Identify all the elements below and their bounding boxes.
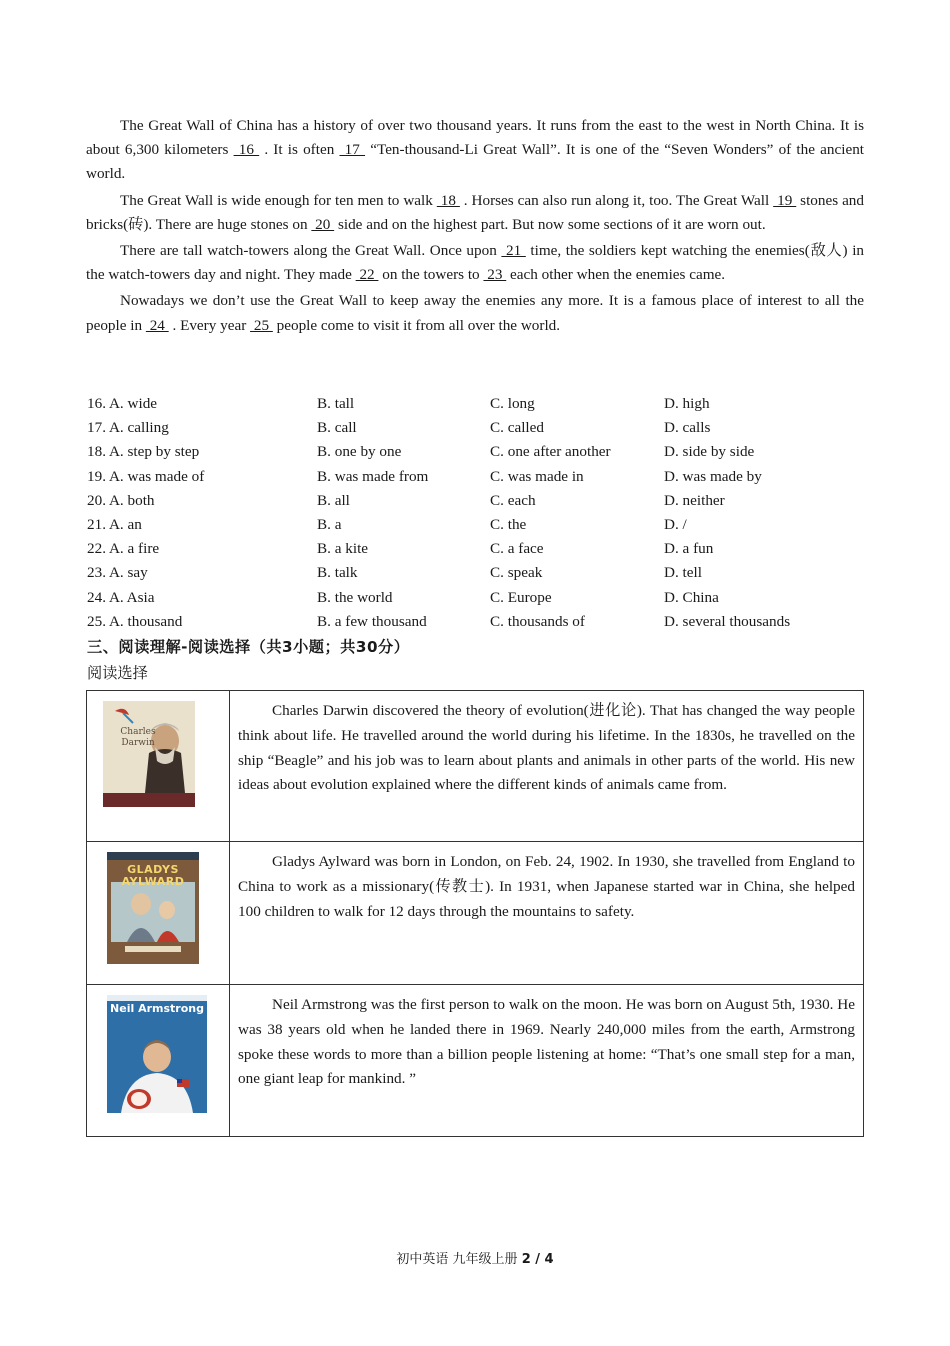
text-run: each other when the enemies came. xyxy=(506,266,726,284)
blank-18: 18 xyxy=(436,191,460,209)
reading-row-darwin xyxy=(87,691,864,842)
option-c: C. a face xyxy=(490,540,544,558)
text-run: The Great Wall of China has a history of over two thousand years. It runs from the east to the west in North China. It is about 6,300 kilometers xyxy=(86,117,864,159)
option-b: B. a xyxy=(317,515,342,533)
option-b: B. talk xyxy=(317,564,358,582)
option-c: C. called xyxy=(490,419,544,437)
passage-paragraph-1 xyxy=(86,114,864,187)
option-d: D. a fun xyxy=(664,540,714,558)
section-title: 三、阅读理解-阅读选择（共3小题；共30分） xyxy=(87,638,410,656)
darwin-cover-title: Charles Darwin xyxy=(120,727,156,748)
option-a: 25. A. thousand xyxy=(87,612,183,630)
page-footer xyxy=(0,1248,950,1267)
blank-19: 19 xyxy=(773,191,797,209)
aylward-book-cover xyxy=(107,852,199,964)
passage-paragraph-3 xyxy=(86,239,864,287)
option-d: D. several thousands xyxy=(664,612,791,630)
option-a: 22. A. a fire xyxy=(87,540,160,558)
option-row-17 xyxy=(87,416,867,440)
text-run: . Horses can also run along it, too. The Great Wall xyxy=(459,191,774,209)
option-c: C. one after another xyxy=(490,443,611,461)
text-run: The Great Wall is wide enough for ten men to walk xyxy=(120,191,437,209)
aylward-cover-title: GLADYS AYLWARD xyxy=(121,863,185,888)
text-run: There are tall watch-towers along the Great Wall. Once upon xyxy=(120,242,502,260)
blank-23: 23 xyxy=(483,266,507,284)
option-a: 18. A. step by step xyxy=(87,443,200,461)
option-a: 24. A. Asia xyxy=(87,588,155,606)
blank-21: 21 xyxy=(501,242,526,260)
blank-22: 22 xyxy=(355,266,379,284)
option-b: B. was made from xyxy=(317,467,429,485)
text-run: Nowadays we don’t use the Great Wall to keep away the enemies any more. It is a famous place of interest to all the people in xyxy=(86,292,864,334)
reading-row-aylward xyxy=(87,842,864,985)
option-d: D. tell xyxy=(664,564,702,582)
option-b: B. call xyxy=(317,419,357,437)
answer-options xyxy=(87,392,867,634)
option-a: 23. A. say xyxy=(87,564,148,582)
option-c: C. the xyxy=(490,515,527,533)
option-row-19 xyxy=(87,465,867,489)
option-c: C. long xyxy=(490,395,535,412)
reading-text-armstrong: Neil Armstrong was the first person to walk on the moon. He was born on August 5th, 1930. He was 38 years old when he landed there in 1969. Nearly 240,000 miles from the earth, Armstrong spoke these words to more than a billion people listening at home: “That’s one small step for a man, one giant leap for mankind. ” xyxy=(230,985,864,1137)
option-row-25 xyxy=(87,610,867,634)
option-c: C. thousands of xyxy=(490,612,585,630)
text-run: on the towers to xyxy=(378,266,484,284)
blank-17: 17 xyxy=(339,141,366,159)
option-b: B. the world xyxy=(317,588,393,606)
image-cell xyxy=(87,985,230,1137)
option-row-23 xyxy=(87,561,867,585)
option-row-18 xyxy=(87,440,867,464)
reading-table xyxy=(86,690,864,1137)
option-d: D. high xyxy=(664,395,710,412)
option-row-20 xyxy=(87,489,867,513)
option-row-16 xyxy=(87,392,867,416)
option-d: D. China xyxy=(664,588,719,606)
image-cell xyxy=(87,842,230,985)
option-b: B. one by one xyxy=(317,443,402,461)
blank-20: 20 xyxy=(311,215,335,233)
page-number: 2 / 4 xyxy=(521,1252,554,1267)
footer-label: 初中英语 九年级上册 xyxy=(396,1252,522,1267)
text-run: “Ten-thousand-Li Great Wall”. It is one of the “Seven Wonders” of the ancient world. xyxy=(86,141,865,183)
option-a: 16. A. wide xyxy=(87,395,158,412)
option-b: B. all xyxy=(317,491,350,509)
text-run: people come to visit it from all over the world. xyxy=(272,316,561,334)
option-row-24 xyxy=(87,586,867,610)
option-a: 21. A. an xyxy=(87,515,142,533)
cloze-passage xyxy=(86,114,864,340)
passage-paragraph-2 xyxy=(86,189,864,237)
blank-25: 25 xyxy=(250,316,273,334)
darwin-cover-image xyxy=(103,701,195,807)
option-row-22 xyxy=(87,537,867,561)
section-subtitle: 阅读选择 xyxy=(87,664,148,682)
option-b: B. a kite xyxy=(317,540,369,558)
text-run: . Every year xyxy=(168,316,251,334)
option-d: D. calls xyxy=(664,419,711,437)
option-b: B. tall xyxy=(317,395,355,412)
option-a: 19. A. was made of xyxy=(87,467,205,485)
reading-row-armstrong xyxy=(87,985,864,1137)
image-cell xyxy=(87,691,230,842)
reading-text-darwin: Charles Darwin discovered the theory of evolution(进化论). That has changed the way people think about life. He travelled around the world during his lifetime. In the 1830s, he travelled on the ship “Beagle” and his job was to learn about plants and animals in other parts of the world. His new ideas about evolution explained where the different kinds of animals came from. xyxy=(230,691,864,842)
option-d: D. was made by xyxy=(664,467,762,485)
text-run: stones and bricks(砖). There are huge stones on xyxy=(86,191,864,233)
option-a: 17. A. calling xyxy=(87,419,169,437)
option-d: D. side by side xyxy=(664,443,755,461)
option-d: D. neither xyxy=(664,491,725,509)
option-d: D. / xyxy=(664,515,687,533)
passage-paragraph-4 xyxy=(86,289,864,337)
text-run: side and on the highest part. But now some sections of it are worn out. xyxy=(334,215,766,233)
option-c: C. each xyxy=(490,491,536,509)
option-c: C. Europe xyxy=(490,588,552,606)
reading-text-aylward: Gladys Aylward was born in London, on Feb. 24, 1902. In 1930, she travelled from England to China to work as a missionary(传教士). In 1931, when Japanese started war in China, she helped 100 children to walk for 12 days through the mountains to safety. xyxy=(230,842,864,985)
blank-16: 16 xyxy=(233,141,260,159)
blank-24: 24 xyxy=(145,316,169,334)
armstrong-cover-title: Neil Armstrong xyxy=(110,1002,204,1015)
option-b: B. a few thousand xyxy=(317,612,427,630)
text-run: . It is often xyxy=(259,141,340,159)
armstrong-book-cover xyxy=(107,995,207,1113)
option-c: C. was made in xyxy=(490,467,584,485)
option-a: 20. A. both xyxy=(87,491,155,509)
text-run: time, the soldiers kept watching the enemies(敌人) in the watch-towers day and night. They made xyxy=(86,242,865,284)
option-row-21 xyxy=(87,513,867,537)
option-c: C. speak xyxy=(490,564,543,582)
darwin-book-cover xyxy=(103,701,195,807)
